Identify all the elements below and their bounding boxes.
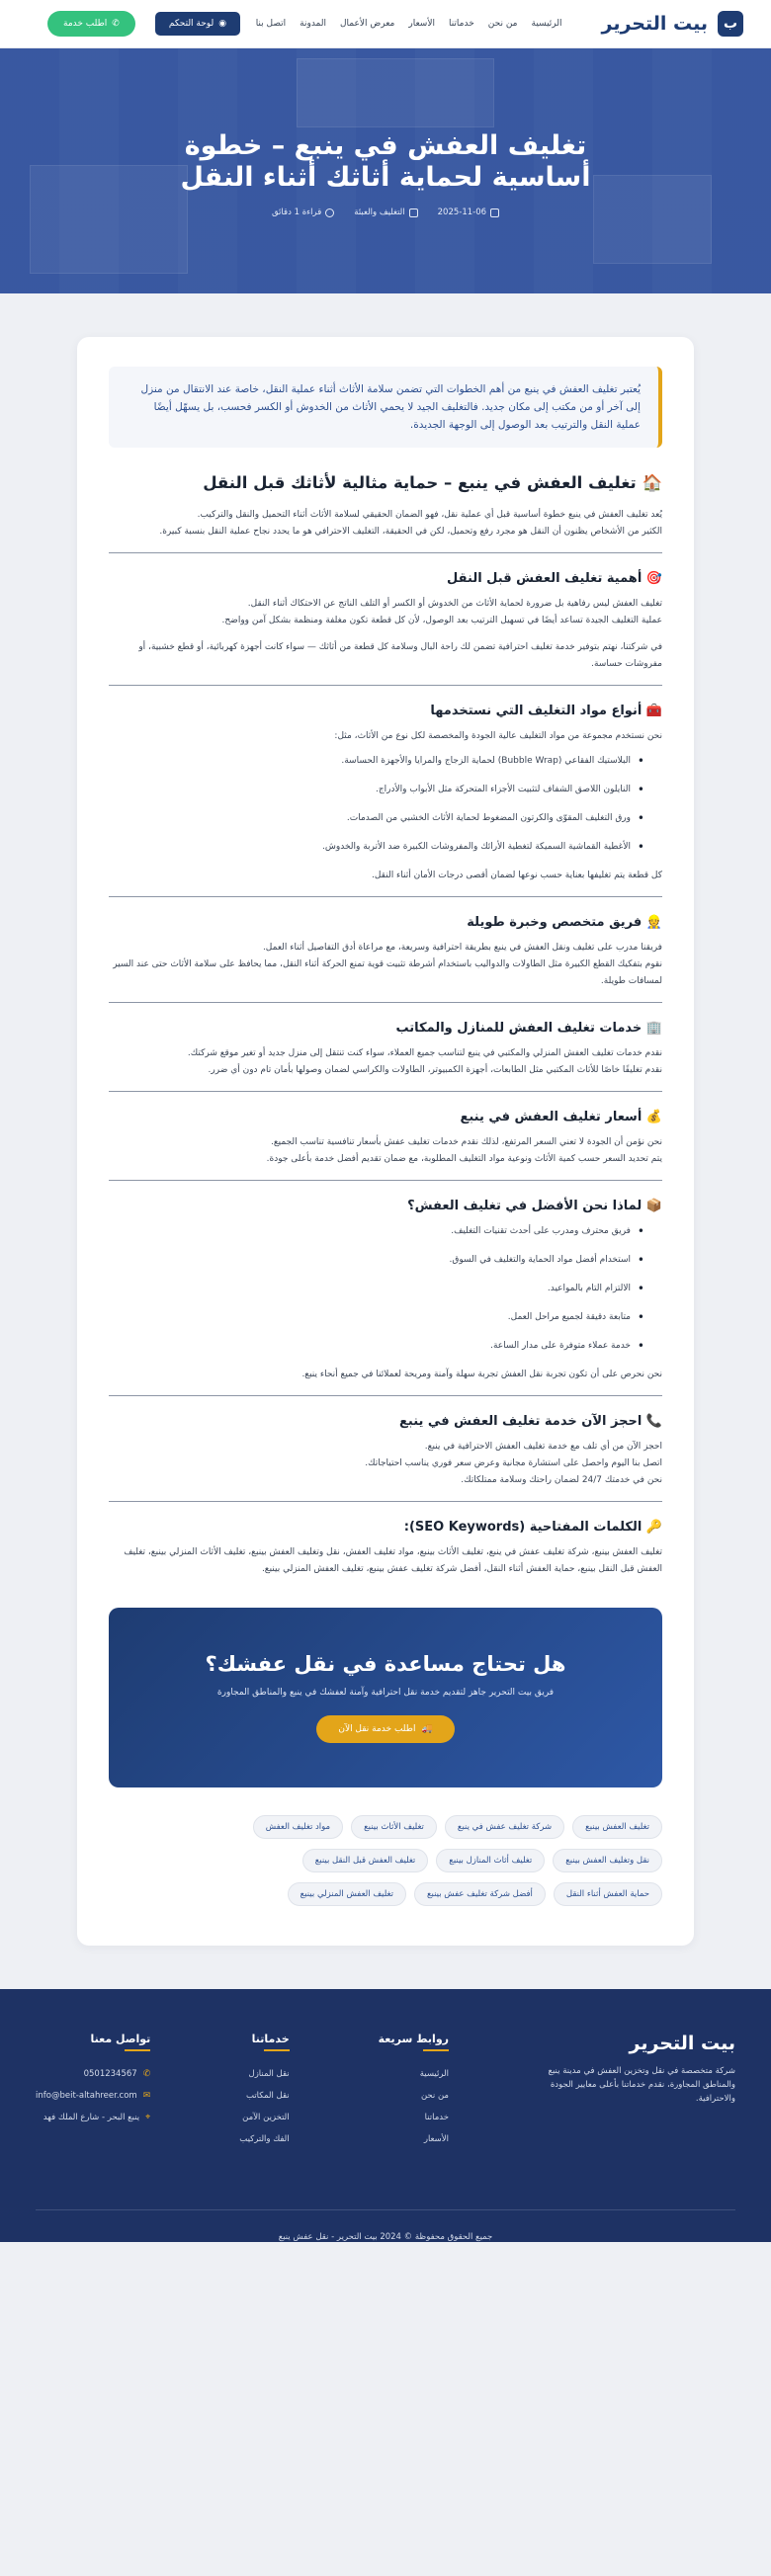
cta-box <box>109 1608 662 1787</box>
cta-button[interactable] <box>316 1715 454 1743</box>
footer-email-text: info@beit-altahreer.com <box>36 2091 137 2101</box>
section-keywords <box>109 1520 662 1590</box>
read-time <box>272 208 334 217</box>
paragraph: نقدم تغليفًا خاصًا للأثاث المكتبي مثل الطابعات، أجهزة الكمبيوتر، الطاولات والكراسي لضمان وصولها بأمان تام دون أي ضرر. <box>208 1065 662 1075</box>
footer-services <box>239 2033 289 2156</box>
footer-columns <box>36 2033 735 2156</box>
site-header <box>0 0 771 48</box>
page-title: تغليف العفش في ينبع – خطوة أساسية لحماية أثاثك أثناء النقل <box>180 130 591 193</box>
list-item: • ورق التغليف المقوّى والكرتون المضغوط لحماية الأثاث الخشبي من الصدمات. <box>109 810 644 826</box>
tag[interactable]: تغليف أثاث المنازل بينبع <box>436 1849 545 1872</box>
copyright: جميع الحقوق محفوظة © 2024 بيت التحرير - نقل عفش ينبع <box>36 2209 735 2242</box>
footer-services-title: خدماتنا <box>239 2033 289 2051</box>
footer-service-link[interactable]: نقل المكاتب <box>245 2091 290 2101</box>
section-materials <box>109 704 662 897</box>
footer-link[interactable]: من نحن <box>420 2091 449 2101</box>
paragraph: في شركتنا، نهتم بتوفير خدمة تغليف احترافية تضمن لك راحة البال وسلامة كل قطعة من أثاثك — سواء كانت أجهزة كهربائية، أو قطع خشبية، أو مفروشات حساسة. <box>138 642 662 669</box>
list-item: • متابعة دقيقة لجميع مراحل العمل. <box>109 1309 644 1325</box>
paragraph: يتم تحديد السعر حسب كمية الأثاث ونوعية مواد التغليف المطلوبة، مع ضمان تقديم أفضل خدمة بأعلى جودة. <box>266 1154 662 1164</box>
dashboard-icon: ◉ <box>218 19 227 29</box>
clock-icon <box>325 208 334 217</box>
site-footer <box>0 1989 771 2242</box>
nav-blog[interactable]: المدونة <box>300 19 326 29</box>
paragraph: نحن نستخدم مجموعة من مواد التغليف عالية الجودة والمخصصة لكل نوع من الأثاث، مثل: <box>334 731 662 741</box>
read-time-text: قراءة 1 دقائق <box>271 208 322 217</box>
footer-links-title: روابط سريعة <box>379 2033 449 2051</box>
tag[interactable]: تغليف العفش قبل النقل بينبع <box>302 1849 429 1872</box>
brand[interactable] <box>602 11 744 37</box>
section-intro <box>109 507 662 553</box>
footer-link[interactable]: الأسعار <box>423 2134 449 2144</box>
paragraph: الكثير من الأشخاص يظنون أن النقل هو مجرد رفع وتحميل، لكن في الحقيقة، التغليف الاحترافي هو ما يحدد نجاح عملية النقل بنسبة كبيرة. <box>159 527 662 537</box>
hero-bg-shape <box>297 58 494 127</box>
footer-contact <box>36 2033 150 2156</box>
phone-icon: ✆ <box>142 2069 151 2079</box>
section-heading: 🧰 أنواع مواد التغليف التي نستخدمها <box>430 704 662 718</box>
brand-name: بيت التحرير <box>601 13 708 35</box>
calendar-icon <box>490 208 499 217</box>
cta-button-label: اطلب خدمة نقل الآن <box>338 1724 416 1734</box>
mail-icon: ✉ <box>142 2091 151 2101</box>
section-importance <box>109 571 662 686</box>
dashboard-button[interactable] <box>155 12 240 36</box>
list-item: • البلاستيك الفقاعي (Bubble Wrap) لحماية الزجاج والمرايا والأجهزة الحساسة. <box>109 753 644 769</box>
list-item: • الالتزام التام بالمواعيد. <box>109 1281 644 1296</box>
list-item: • الأغطية القماشية السميكة لتغطية الأرائك والمفروشات الكبيرة ضد الأتربة والخدوش. <box>109 839 644 855</box>
article-card <box>77 337 694 1946</box>
footer-service-link[interactable]: الفك والتركيب <box>239 2134 290 2144</box>
section-prices <box>109 1110 662 1181</box>
logo-icon: ب <box>718 11 743 37</box>
materials-list <box>109 753 662 855</box>
footer-contact-title: تواصل معنا <box>36 2033 150 2051</box>
footer-about-text: شركة متخصصة في نقل وتخزين العفش في مدينة ينبع والمناطق المجاورة، نقدم خدماتنا بأعلى معايير الجودة والاحترافية. <box>548 2066 735 2104</box>
tag-list <box>247 1815 662 1906</box>
post-date-text: 2025-11-06 <box>437 208 487 217</box>
section-book <box>109 1414 662 1502</box>
cta-title: هل تحتاج مساعدة في نقل عفشك؟ <box>205 1652 566 1676</box>
tag[interactable]: تغليف الأثاث بينبع <box>351 1815 437 1839</box>
footer-brand: بيت التحرير <box>629 2033 735 2054</box>
nav-services[interactable]: خدماتنا <box>448 19 474 29</box>
section-team <box>109 915 662 1003</box>
paragraph: نحن نؤمن أن الجودة لا تعني السعر المرتفع، لذلك نقدم خدمات تغليف عفش بأسعار تنافسية تناسب الجميع. <box>271 1137 662 1147</box>
section-heading: 📦 لماذا نحن الأفضل في تغليف العفش؟ <box>407 1199 662 1213</box>
post-meta <box>272 208 499 217</box>
nav-prices[interactable]: الأسعار <box>408 19 435 29</box>
list-item: • خدمة عملاء متوفرة على مدار الساعة. <box>109 1338 644 1354</box>
article-main-heading: 🏠 تغليف العفش في ينبع – حماية مثالية لأثاثك قبل النقل <box>203 473 662 492</box>
paragraph: يُعد تغليف العفش في ينبع خطوة أساسية قبل أي عملية نقل، فهو الضمان الحقيقي لسلامة الأثاث أثناء التحميل والنقل والتركيب. <box>197 510 662 520</box>
tag[interactable]: حماية العفش أثناء النقل <box>554 1882 662 1906</box>
section-heading: 🔑 الكلمات المفتاحية (SEO Keywords): <box>403 1520 662 1535</box>
location-icon: ⌖ <box>145 2113 151 2122</box>
paragraph: اتصل بنا اليوم واحصل على استشارة مجانية وعرض سعر فوري يناسب احتياجاتك. <box>365 1458 662 1468</box>
request-service-button[interactable] <box>47 11 135 37</box>
paragraph: احجز الآن من أي تلف مع خدمة تغليف العفش الاحترافية في ينبع. <box>424 1442 662 1452</box>
post-category[interactable] <box>354 208 417 217</box>
tag[interactable]: مواد تغليف العفش <box>253 1815 343 1839</box>
folder-icon <box>409 208 418 217</box>
section-heading: 📞 احجز الآن خدمة تغليف العفش في ينبع <box>399 1414 662 1429</box>
list-item: • فريق محترف ومدرب على أحدث تقنيات التغليف. <box>109 1223 644 1239</box>
why-us-list <box>109 1223 662 1354</box>
footer-about <box>538 2033 735 2156</box>
tag[interactable]: تغليف العفش بينبع <box>572 1815 662 1839</box>
footer-address <box>36 2113 150 2122</box>
tag[interactable]: تغليف العفش المنزلي بينبع <box>288 1882 406 1906</box>
tag[interactable]: شركة تغليف عفش في ينبع <box>445 1815 564 1839</box>
tag[interactable]: أفضل شركة تغليف عفش بينبع <box>414 1882 546 1906</box>
section-heading: 🏢 خدمات تغليف العفش للمنازل والمكاتب <box>395 1021 662 1036</box>
paragraph: عملية التغليف الجيدة تساعد أيضًا في تسهيل الترتيب بعد الوصول، لأن كل قطعة تكون مغلفة ومنظمة بشكل آمن وواضح. <box>221 616 662 625</box>
footer-service-link[interactable]: نقل المنازل <box>248 2069 290 2079</box>
list-item: • النايلون اللاصق الشفاف لتثبيت الأجزاء المتحركة مثل الأبواب والأدراج. <box>109 782 644 797</box>
paragraph: نقدم خدمات تغليف العفش المنزلي والمكتبي في ينبع لتناسب جميع العملاء، سواء كنت تنتقل إلى منزل جديد أو تغير موقع شركتك. <box>187 1048 662 1058</box>
header-actions <box>47 11 240 37</box>
section-heading: 👷 فريق متخصص وخبرة طويلة <box>467 915 662 930</box>
footer-link[interactable]: خدماتنا <box>424 2113 449 2122</box>
article-intro: يُعتبر تغليف العفش في ينبع من أهم الخطوات التي تضمن سلامة الأثاث أثناء عملية النقل، خاصة عند الانتقال من منزل إلى آخر أو من مكتب إلى مكان جديد. فالتغليف الجيد لا يحمي الأثاث من الخدوش أو الكسر فحسب، بل يسهّل أيضًا عملية النقل والترتيب بعد الوصول إلى الوجهة الجديدة. <box>109 367 662 448</box>
footer-address-text: ينبع البحر - شارع الملك فهد <box>43 2113 140 2122</box>
tag[interactable]: نقل وتغليف العفش بينبع <box>553 1849 662 1872</box>
paragraph: تغليف العفش ليس رفاهية بل ضرورة لحماية الأثاث من الخدوش أو الكسر أو التلف الناتج عن الاحتكاك أثناء النقل. <box>247 599 662 609</box>
nav-home[interactable]: الرئيسية <box>531 19 562 29</box>
paragraph: نقوم بتفكيك القطع الكبيرة مثل الطاولات والدواليب باستخدام أشرطة تثبيت قوية تمنع الحركة أثناء النقل، مما يحافظ على سلامة الأثاث حتى عند السير لمسافات طويلة. <box>113 959 662 986</box>
hero <box>0 48 771 293</box>
paragraph: فريقنا مدرب على تغليف ونقل العفش في ينبع بطريقة احترافية وسريعة، مع مراعاة أدق التفاصيل أثناء العمل. <box>262 943 662 953</box>
section-home-office <box>109 1021 662 1092</box>
footer-phone-text: 0501234567 <box>83 2069 137 2079</box>
section-heading: 💰 أسعار تغليف العفش في ينبع <box>460 1110 662 1124</box>
footer-link[interactable]: الرئيسية <box>419 2069 449 2079</box>
paragraph: كل قطعة يتم تغليفها بعناية حسب نوعها لضمان أقصى درجات الأمان أثناء النقل. <box>372 871 662 880</box>
paragraph: نحن نحرص على أن تكون تجربة نقل العفش تجربة سهلة وآمنة ومريحة لعملائنا في جميع أنحاء ينبع. <box>301 1370 662 1379</box>
section-why-us <box>109 1199 662 1396</box>
request-service-label: اطلب خدمة <box>63 19 108 29</box>
dashboard-label: لوحة التحكم <box>168 19 214 29</box>
footer-links <box>379 2033 449 2156</box>
nav-about[interactable]: من نحن <box>487 19 518 29</box>
post-date <box>438 208 499 217</box>
cta-text: فريق بيت التحرير جاهز لتقديم خدمة نقل احترافية وآمنة لعفشك في ينبع والمناطق المجاورة <box>216 1688 555 1698</box>
truck-icon: 🚚 <box>421 1724 433 1734</box>
whatsapp-icon: ✆ <box>112 19 120 29</box>
main-nav <box>240 19 561 29</box>
list-item: • استخدام أفضل مواد الحماية والتغليف في السوق. <box>109 1252 644 1268</box>
nav-portfolio[interactable]: معرض الأعمال <box>340 19 395 29</box>
paragraph: تغليف العفش بينبع، شركة تغليف عفش في ينبع، تغليف الأثاث بينبع، مواد تغليف العفش، نقل وتغليف العفش بينبع، تغليف الأثاث المنزلي بينبع، تغليف العفش قبل النقل بينبع، حماية العفش أثناء النقل، أفضل شركة تغليف عفش بينبع، تغليف العفش المنزلي بينبع. <box>124 1547 662 1574</box>
footer-service-link[interactable]: التخزين الآمن <box>242 2113 290 2122</box>
paragraph: نحن في خدمتك 24/7 لضمان راحتك وسلامة ممتلكاتك. <box>461 1475 662 1485</box>
post-category-text: التغليف والعبئة <box>354 208 405 217</box>
footer-email[interactable] <box>36 2091 150 2101</box>
section-heading: 🎯 أهمية تغليف العفش قبل النقل <box>447 571 662 586</box>
footer-phone[interactable] <box>36 2069 150 2079</box>
nav-contact[interactable]: اتصل بنا <box>255 19 287 29</box>
